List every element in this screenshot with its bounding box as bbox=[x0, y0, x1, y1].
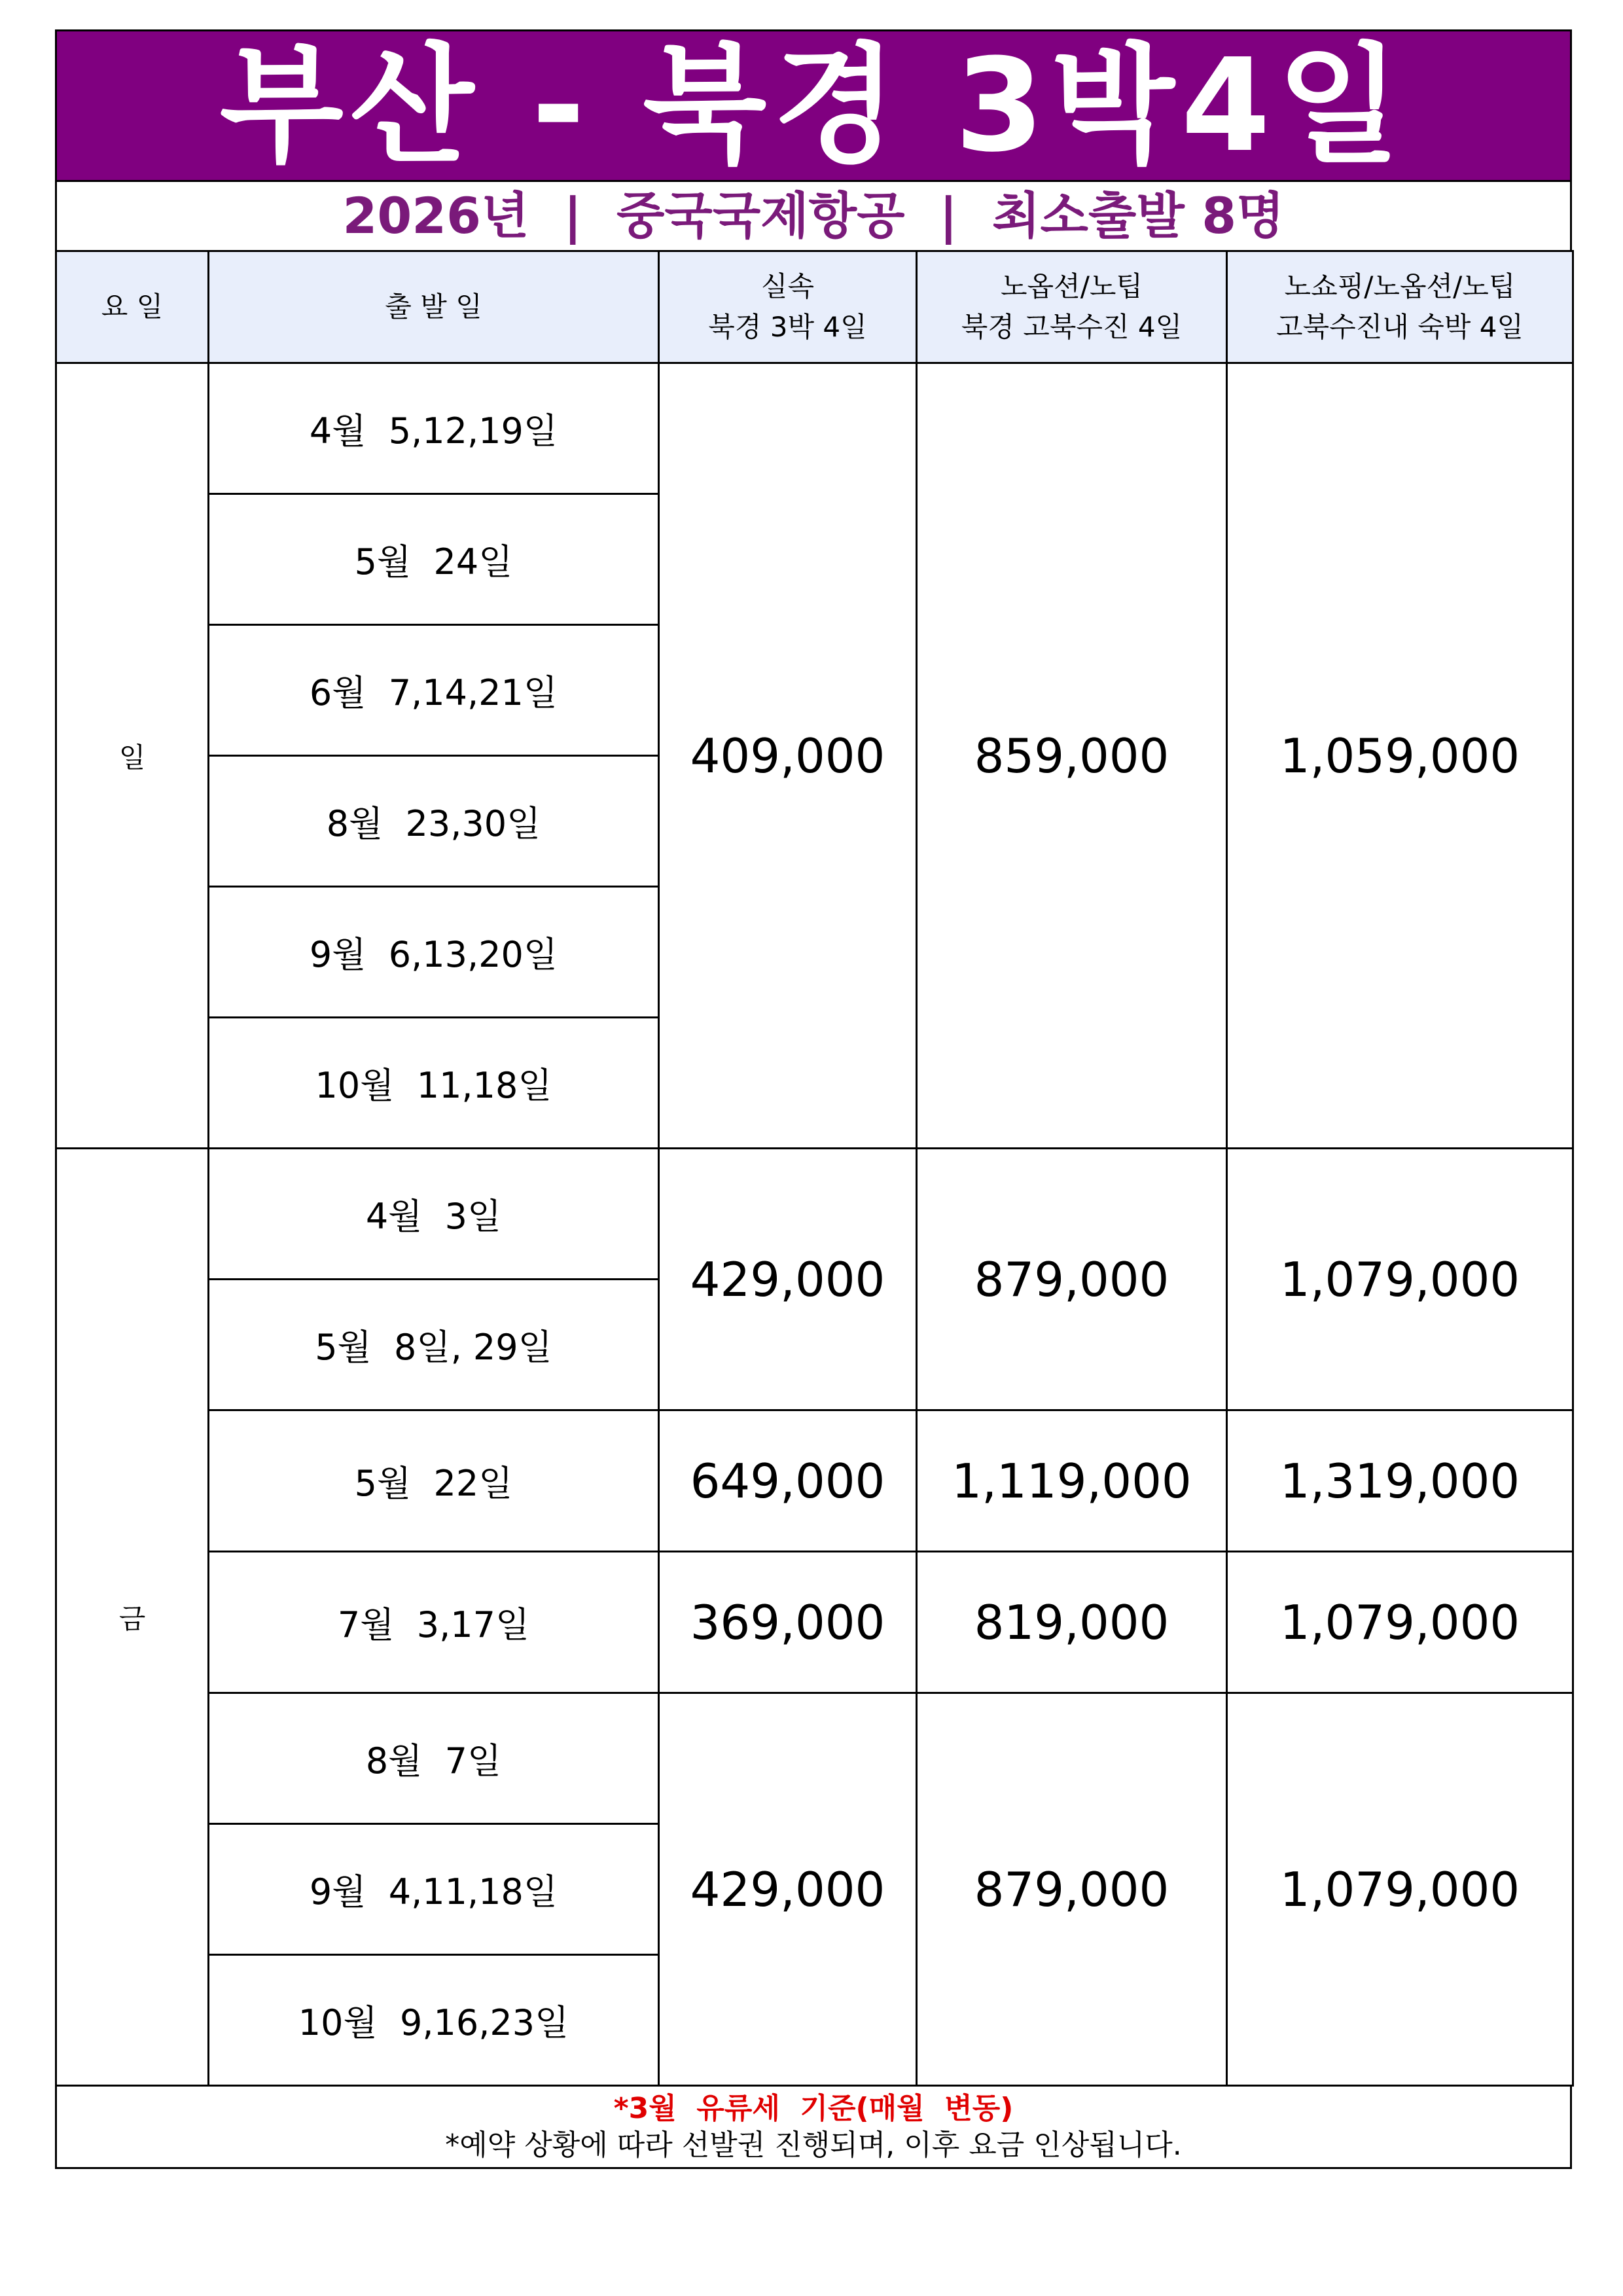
price-premium: 1,079,000 bbox=[1227, 1149, 1573, 1410]
departure-date: 4월 5,12,19일 bbox=[209, 363, 659, 494]
departure-date: 7월 3,17일 bbox=[209, 1552, 659, 1693]
price-basic: 429,000 bbox=[659, 1693, 917, 2086]
table-row bbox=[56, 1693, 1573, 1824]
header-plan-basic bbox=[659, 251, 917, 363]
departure-date: 4월 3일 bbox=[209, 1149, 659, 1280]
header-plan-nooption bbox=[917, 251, 1227, 363]
header-plan-premium-line1: 노쇼핑/노옵션/노팁 bbox=[1284, 270, 1516, 302]
price-basic: 649,000 bbox=[659, 1410, 917, 1552]
header-plan-nooption-line1: 노옵션/노팁 bbox=[1000, 270, 1143, 302]
departure-date: 5월 8일, 29일 bbox=[209, 1280, 659, 1410]
fuel-surcharge-note: *3월 유류세 기준(매월 변동) bbox=[613, 2091, 1014, 2125]
price-premium: 1,079,000 bbox=[1227, 1552, 1573, 1693]
header-day: 요 일 bbox=[56, 251, 209, 363]
table-header-row bbox=[56, 251, 1573, 363]
header-plan-basic-line1: 실속 bbox=[760, 270, 815, 302]
departure-date: 8월 7일 bbox=[209, 1693, 659, 1824]
price-nooption: 819,000 bbox=[917, 1552, 1227, 1693]
header-plan-basic-line2: 북경 3박 4일 bbox=[708, 311, 867, 343]
price-basic: 409,000 bbox=[659, 363, 917, 1149]
reservation-note: *예약 상황에 따라 선발권 진행되며, 이후 요금 인상됩니다. bbox=[445, 2128, 1182, 2162]
price-premium: 1,319,000 bbox=[1227, 1410, 1573, 1552]
notes-footer bbox=[55, 2087, 1572, 2169]
price-nooption: 859,000 bbox=[917, 363, 1227, 1149]
subtitle-text: 2026년 | 중국국제항공 | 최소출발 8명 bbox=[342, 187, 1285, 245]
table-row bbox=[56, 1552, 1573, 1693]
departure-date: 5월 22일 bbox=[209, 1410, 659, 1552]
title-banner bbox=[55, 29, 1572, 182]
price-sheet bbox=[55, 29, 1572, 2169]
departure-date: 6월 7,14,21일 bbox=[209, 625, 659, 756]
header-date: 출 발 일 bbox=[209, 251, 659, 363]
departure-date: 9월 4,11,18일 bbox=[209, 1824, 659, 1955]
table-row bbox=[56, 363, 1573, 494]
header-plan-premium-line2: 고북수진내 숙박 4일 bbox=[1276, 311, 1524, 343]
price-nooption: 879,000 bbox=[917, 1693, 1227, 2086]
table-row bbox=[56, 1149, 1573, 1280]
departure-date: 8월 23,30일 bbox=[209, 756, 659, 887]
header-plan-premium bbox=[1227, 251, 1573, 363]
day-sunday: 일 bbox=[56, 363, 209, 1149]
header-plan-nooption-line2: 북경 고북수진 4일 bbox=[961, 311, 1183, 343]
day-friday: 금 bbox=[56, 1149, 209, 2086]
price-nooption: 1,119,000 bbox=[917, 1410, 1227, 1552]
price-premium: 1,059,000 bbox=[1227, 363, 1573, 1149]
price-table bbox=[55, 250, 1574, 2087]
departure-date: 9월 6,13,20일 bbox=[209, 887, 659, 1018]
price-premium: 1,079,000 bbox=[1227, 1693, 1573, 2086]
departure-date: 10월 11,18일 bbox=[209, 1018, 659, 1149]
price-basic: 429,000 bbox=[659, 1149, 917, 1410]
departure-date: 5월 24일 bbox=[209, 494, 659, 625]
subtitle-bar bbox=[55, 182, 1572, 250]
page-title: 부산 - 북경 3박4일 bbox=[219, 31, 1408, 181]
price-basic: 369,000 bbox=[659, 1552, 917, 1693]
table-row bbox=[56, 1410, 1573, 1552]
price-nooption: 879,000 bbox=[917, 1149, 1227, 1410]
departure-date: 10월 9,16,23일 bbox=[209, 1955, 659, 2086]
